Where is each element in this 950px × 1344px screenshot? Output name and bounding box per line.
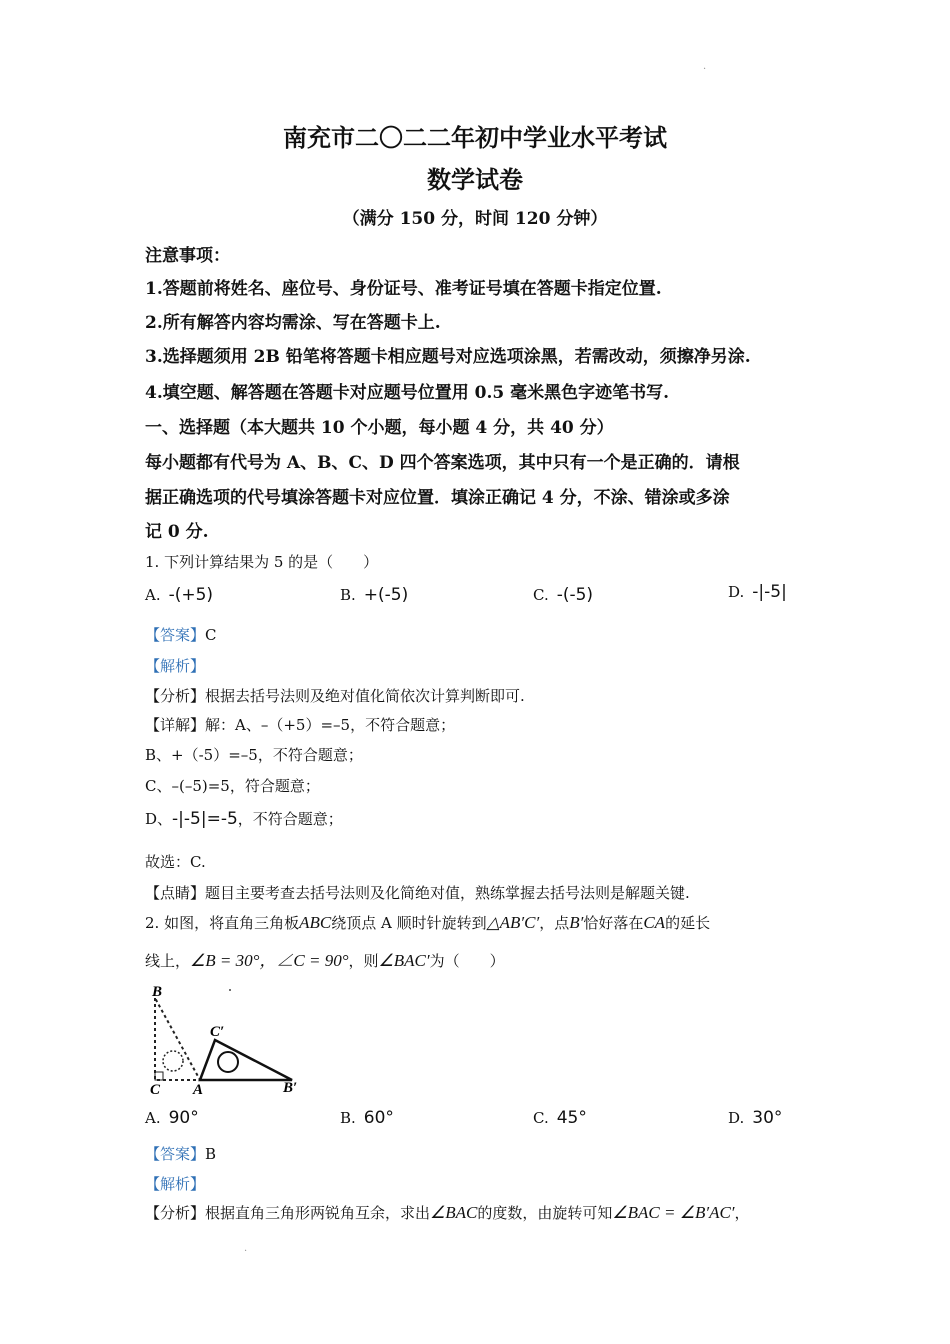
q1-stem: 1. 下列计算结果为 5 的是（ ） bbox=[145, 553, 379, 571]
option-expr: -(+5) bbox=[168, 585, 214, 605]
right-angle-mark bbox=[155, 1072, 163, 1080]
option-letter: A. bbox=[145, 586, 161, 604]
speck-mark bbox=[229, 989, 231, 991]
label-a: A bbox=[193, 1082, 204, 1098]
exam-title: 南充市二〇二二年初中学业水平考试 bbox=[283, 124, 667, 152]
option-expr: +(-5) bbox=[363, 585, 409, 605]
q1-conclusion: 故选：C. bbox=[145, 853, 206, 871]
fenxi-text: 根据去括号法则及绝对值化简依次计算判断即可. bbox=[205, 687, 525, 705]
stem-text: ，则 bbox=[348, 952, 379, 970]
option-expr: 60° bbox=[363, 1108, 394, 1128]
speck-mark: · bbox=[703, 64, 707, 75]
stem-text: 的延长 bbox=[665, 914, 711, 932]
math-triangle: △AB′C′ bbox=[486, 913, 540, 932]
exam-subject: 数学试卷 bbox=[427, 166, 523, 194]
stem-text: 为（ ） bbox=[429, 952, 505, 970]
math-target-angle: ∠BAC′ bbox=[378, 951, 430, 970]
option-expr: 30° bbox=[752, 1108, 783, 1128]
note-item-4: 4.填空题、解答题在答题卡对应题号位置用 0.5 毫米黑色字迹笔书写. bbox=[145, 383, 670, 403]
xiangjie-tag: 【详解】 bbox=[145, 716, 206, 734]
option-expr: -|-5| bbox=[752, 582, 787, 602]
section-heading: 一、选择题（本大题共 10 个小题，每小题 4 分，共 40 分） bbox=[145, 418, 614, 438]
speck-mark: · bbox=[244, 1246, 248, 1257]
analysis-tag: 【解析】 bbox=[145, 657, 206, 675]
fenxi-tag: 【分析】 bbox=[145, 687, 206, 705]
triangle-hole bbox=[218, 1052, 238, 1072]
triangle-hole-dashed bbox=[163, 1051, 183, 1071]
fenxi-tag: 【分析】 bbox=[145, 1204, 206, 1222]
xiangjie-text: 解：A、–（+5）=–5，不符合题意； bbox=[205, 716, 456, 734]
q1-option-c bbox=[533, 585, 593, 605]
answer-tag: 【答案】 bbox=[145, 1145, 206, 1163]
q2-option-c bbox=[533, 1108, 587, 1128]
d-prefix: D、 bbox=[145, 810, 173, 828]
section-instructions-1: 每小题都有代号为 A、B、C、D 四个答案选项，其中只有一个是正确的．请根 bbox=[145, 453, 740, 473]
q1-answer bbox=[145, 624, 217, 645]
note-item-1: 1.答题前将姓名、座位号、身份证号、准考证号填在答题卡指定位置. bbox=[145, 279, 662, 299]
option-expr: -(-5) bbox=[556, 585, 594, 605]
math-bprime: B′ bbox=[569, 913, 584, 932]
section-instructions-3: 记 0 分. bbox=[145, 522, 209, 542]
q1-analysis-tag bbox=[145, 655, 205, 676]
fenxi-text: 的度数，由旋转可知 bbox=[477, 1204, 613, 1222]
analysis-tag: 【解析】 bbox=[145, 1175, 206, 1193]
option-expr: 45° bbox=[556, 1108, 587, 1128]
q1-option-b bbox=[340, 585, 408, 605]
answer-tag: 【答案】 bbox=[145, 626, 206, 644]
stem-text: 恰好落在 bbox=[583, 914, 644, 932]
label-bprime: B′ bbox=[283, 1080, 298, 1096]
d-expr: -|-5|=-5 bbox=[172, 809, 238, 829]
answer-value: C bbox=[205, 626, 217, 644]
stem-text: ，点 bbox=[539, 914, 570, 932]
math-equation: ∠BAC = ∠B′AC′ bbox=[612, 1203, 735, 1222]
note-item-3: 3.选择题须用 2B 铅笔将答题卡相应题号对应选项涂黑，若需改动，须擦净另涂. bbox=[145, 347, 751, 367]
q1-line-b: B、+（-5）=–5，不符合题意； bbox=[145, 746, 363, 764]
q2-fenxi bbox=[145, 1202, 750, 1223]
math-angles: ∠B = 30°，∠C = 90° bbox=[190, 951, 349, 970]
label-b: B bbox=[152, 984, 163, 1000]
math-abc: ABC bbox=[299, 913, 332, 932]
option-letter: A. bbox=[145, 1109, 161, 1127]
q2-option-d bbox=[728, 1108, 782, 1128]
q2-analysis-tag bbox=[145, 1173, 205, 1194]
option-letter: B. bbox=[340, 1109, 356, 1127]
q2-figure bbox=[140, 978, 320, 1098]
q1-option-d bbox=[728, 582, 787, 602]
q2-option-a bbox=[145, 1108, 199, 1128]
q1-dianjing bbox=[145, 882, 690, 903]
fenxi-text: ， bbox=[734, 1204, 750, 1222]
answer-value: B bbox=[205, 1145, 217, 1163]
math-bac: ∠BAC bbox=[430, 1203, 478, 1222]
note-item-2: 2.所有解答内容均需涂、写在答题卡上. bbox=[145, 313, 441, 333]
stem-text: 绕顶点 A 顺时针旋转到 bbox=[331, 914, 487, 932]
notes-heading: 注意事项： bbox=[145, 246, 230, 266]
q1-xiangjie bbox=[145, 714, 455, 735]
option-letter: D. bbox=[728, 1109, 745, 1127]
q2-answer bbox=[145, 1143, 216, 1164]
option-letter: C. bbox=[533, 1109, 549, 1127]
option-letter: B. bbox=[340, 586, 356, 604]
dianjing-tag: 【点睛】 bbox=[145, 884, 206, 902]
option-expr: 90° bbox=[168, 1108, 199, 1128]
q1-line-c: C、–(–5)=5，符合题意； bbox=[145, 777, 320, 795]
d-suffix: ，不符合题意； bbox=[237, 810, 343, 828]
triangle-abc-dashed bbox=[155, 998, 200, 1080]
math-ca: CA bbox=[643, 913, 666, 932]
option-letter: D. bbox=[728, 583, 745, 601]
q1-line-d bbox=[145, 808, 343, 829]
q2-stem-line2 bbox=[145, 946, 505, 971]
stem-text: 2. 如图，将直角三角板 bbox=[145, 914, 300, 932]
q1-option-a bbox=[145, 585, 213, 605]
q2-option-b bbox=[340, 1108, 394, 1128]
stem-text: 线上， bbox=[145, 952, 191, 970]
label-c: C bbox=[150, 1082, 161, 1098]
section-instructions-2: 据正确选项的代号填涂答题卡对应位置．填涂正确记 4 分，不涂、错涂或多涂 bbox=[145, 488, 730, 508]
label-cprime: C′ bbox=[210, 1024, 225, 1040]
exam-info: （满分 150 分，时间 120 分钟） bbox=[342, 209, 608, 229]
q1-fenxi bbox=[145, 685, 525, 706]
option-letter: C. bbox=[533, 586, 549, 604]
dianjing-text: 题目主要考查去括号法则及化简绝对值，熟练掌握去括号法则是解题关键. bbox=[205, 884, 690, 902]
triangle-abprimecprime bbox=[200, 1040, 292, 1080]
q2-stem-line1 bbox=[145, 912, 710, 933]
fenxi-text: 根据直角三角形两锐角互余，求出 bbox=[205, 1204, 431, 1222]
